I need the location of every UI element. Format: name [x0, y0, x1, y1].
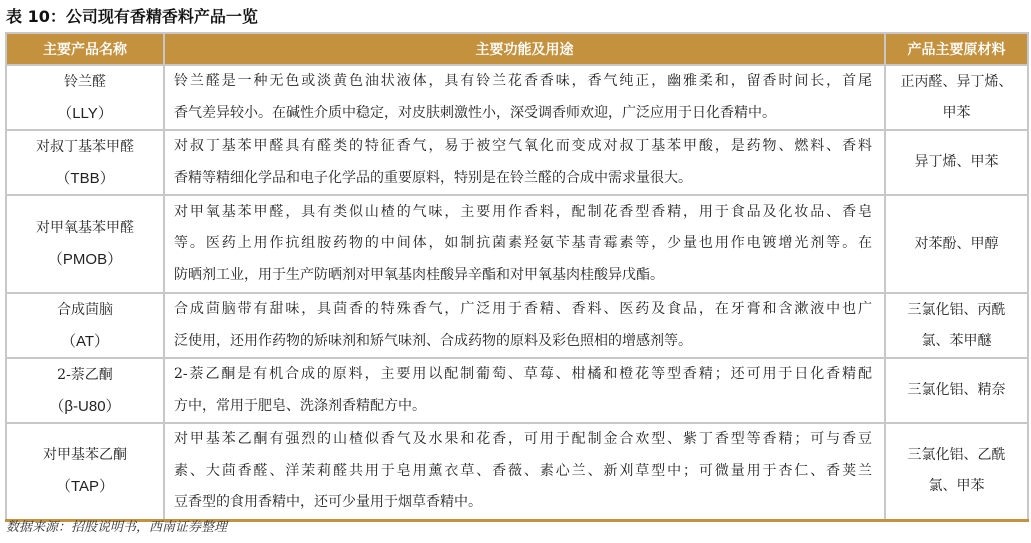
description-line: 对叔丁基苯甲醛具有醛类的特征香气，易于被空气氧化而变成对叔丁基苯甲酸，是药物、燃料、香料 [174, 138, 872, 154]
table-row [6, 423, 1028, 520]
product-name-cell [6, 293, 164, 358]
description-line: 对甲基苯乙酮有强烈的山楂似香气及水果和花香，可用于配制金合欢型、紫丁香型等香精；可与香豆 [174, 431, 872, 447]
description-line: 香气差异较小。在碱性介质中稳定，对皮肤刺激性小，深受调香师欢迎，广泛应用于日化香精中。 [174, 104, 776, 121]
product-name: 合成茴脑 [57, 301, 113, 318]
raw-materials-line: 甲苯 [942, 104, 971, 121]
source-note: 数据来源：招股说明书，西南证券整理 [6, 520, 228, 535]
description-line: 方中，常用于肥皂、洗涤剂香精配方中。 [174, 397, 426, 414]
raw-materials-line: 三氯化铝、乙酰 [907, 447, 1006, 464]
product-code: （TAP） [55, 478, 115, 496]
raw-materials-cell [885, 130, 1028, 195]
product-name: 对叔丁基苯甲醛 [36, 138, 134, 155]
table-title: 表 10：公司现有香精香料产品一览 [6, 7, 258, 26]
raw-materials-line: 三氯化铝、丙酰 [907, 301, 1006, 318]
product-code: （LLY） [57, 104, 113, 122]
product-description-cell [164, 293, 885, 358]
description-line: 2-萘乙酮是有机合成的原料，主要用以配制葡萄、草莓、柑橘和橙花等型香精；还可用于日化香精配 [174, 366, 872, 382]
header-product-name: 主要产品名称 [6, 33, 164, 65]
description-line: 合成茴脑带有甜味，具茴香的特殊香气，广泛用于香精、香料、医药及食品，在牙膏和含漱液中也广 [174, 301, 872, 317]
product-code: （TBB） [55, 169, 115, 187]
product-name: 铃兰醛 [64, 73, 106, 90]
description-line: 泛使用，还用作药物的矫味剂和矫气味剂、合成药物的原料及彩色照相的增感剂等。 [174, 332, 692, 349]
raw-materials-cell [885, 195, 1028, 293]
product-name: 2-萘乙酮 [57, 366, 113, 383]
product-description-cell [164, 358, 885, 423]
table-row [6, 130, 1028, 195]
raw-materials-cell [885, 423, 1028, 520]
raw-materials-line: 对苯酚、甲醇 [914, 235, 999, 252]
product-name-cell [6, 195, 164, 293]
table-row [6, 65, 1028, 130]
product-name-cell [6, 130, 164, 195]
description-line: 防晒剂工业，用于生产防晒剂对甲氧基肉桂酸异辛酯和对甲氧基肉桂酸异戊酯。 [174, 266, 664, 283]
table-header-row [6, 33, 1028, 65]
raw-materials-line: 氯、苯甲醚 [921, 332, 992, 349]
product-name-cell [6, 423, 164, 520]
raw-materials-line: 氯、甲苯 [928, 478, 985, 495]
product-code: （PMOB） [47, 251, 123, 268]
table-row [6, 293, 1028, 358]
product-code: （AT） [60, 332, 110, 350]
description-line: 铃兰醛是一种无色或淡黄色油状液体，具有铃兰花香香味，香气纯正，幽雅柔和，留香时间长，首尾 [174, 73, 872, 89]
description-line: 香精等精细化学品和电子化学品的重要原料，特别是在铃兰醛的合成中需求量很大。 [174, 169, 692, 186]
product-description-cell [164, 65, 885, 130]
product-name: 对甲氧基苯甲醛 [36, 220, 134, 236]
product-code: （β-U80） [49, 397, 121, 415]
raw-materials-line: 异丁烯、甲苯 [914, 154, 999, 170]
raw-materials-line: 正丙醛、异丁烯、 [900, 73, 1013, 90]
header-raw-materials: 产品主要原材料 [885, 33, 1028, 65]
raw-materials-cell [885, 358, 1028, 423]
product-name-cell [6, 358, 164, 423]
description-line: 素、大茴香醛、洋茉莉醛共用于皂用薰衣草、香薇、素心兰、新刈草型中；可微量用于杏仁、香荚兰 [174, 462, 872, 479]
description-line: 对甲氧基苯甲醛，具有类似山楂的气味，主要用作香料，配制花香型香精，用于食品及化妆品、香皂 [174, 203, 872, 220]
product-name-cell [6, 65, 164, 130]
product-description-cell [164, 423, 885, 520]
header-function-use: 主要功能及用途 [164, 33, 885, 65]
description-line: 豆香型的食用香精中，还可少量用于烟草香精中。 [174, 494, 482, 510]
products-table [5, 32, 1029, 522]
product-name: 对甲基苯乙酮 [43, 447, 127, 464]
description-line: 等。医药上用作抗组胺药物的中间体，如制抗菌素羟氨苄基青霉素等，少量也用作电镀增光剂等。在 [174, 235, 872, 252]
table-row [6, 195, 1028, 293]
table-row [6, 358, 1028, 423]
raw-materials-line: 三氯化铝、精奈 [907, 382, 1006, 398]
raw-materials-cell [885, 293, 1028, 358]
raw-materials-cell [885, 65, 1028, 130]
product-description-cell [164, 195, 885, 293]
product-description-cell [164, 130, 885, 195]
